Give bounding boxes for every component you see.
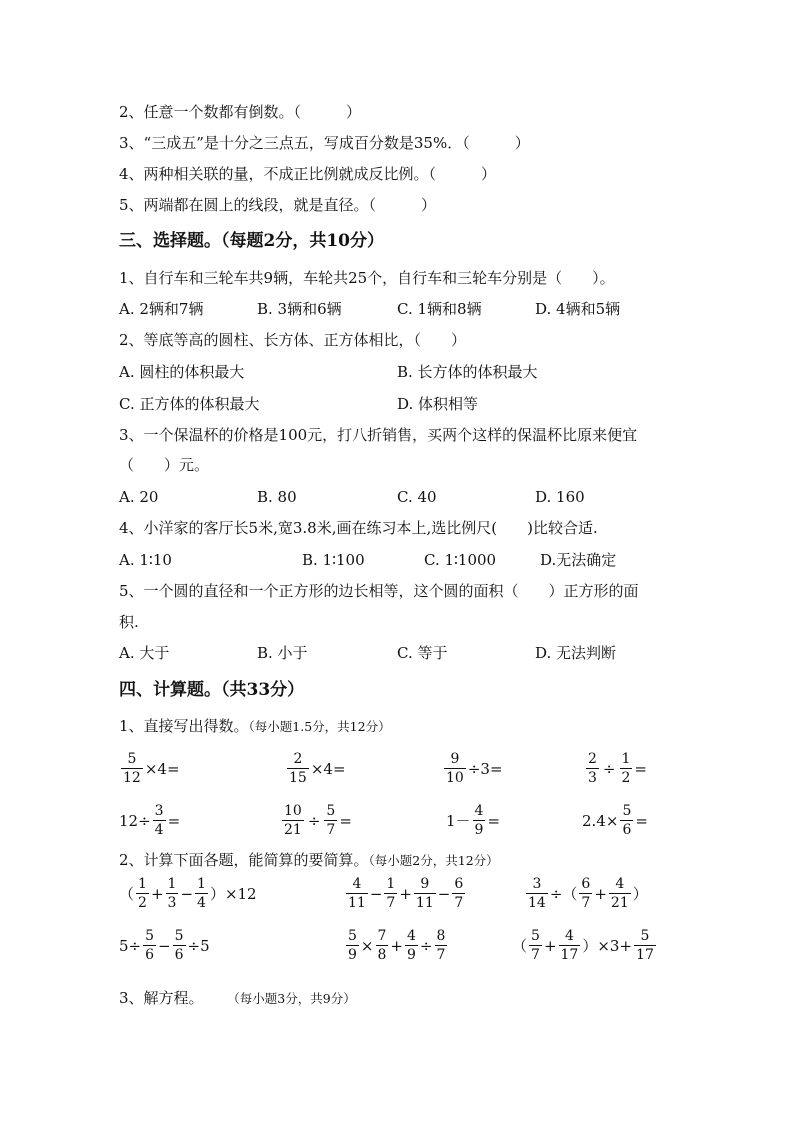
choice-q3-text-line1: 3、一个保温杯的价格是100元，打八折销售，买两个这样的保温杯比原来便宜 (119, 426, 638, 444)
judgement-q5: 5、两端都在圆上的线段，就是直径。（ ） (119, 196, 437, 214)
fraction: $\frac{3}{4}$ (154, 803, 164, 838)
choice-q1-text: 1、自行车和三轮车共9辆，车轮共25个，自行车和三轮车分别是（ ）。 (119, 269, 615, 287)
calc1-item-a: $\frac{5}{12}$ ×4= (123, 751, 180, 786)
choice-q2-option-b: B. 长方体的体积最大 (397, 363, 538, 381)
choice-q3-option-b: B. 80 (257, 488, 297, 506)
calc-part1-label (119, 716, 391, 737)
fraction: 5 7 (531, 928, 540, 963)
section-3-title: 三、选择题。（每题2分，共10分） (119, 231, 384, 251)
fraction: $\frac{5}{9}$ (348, 928, 357, 963)
choice-q2-text: 2、等底等高的圆柱、长方体、正方体相比，（ ） (119, 331, 467, 349)
calc1-item-g: 1－ $\frac{4}{9}$ = (446, 803, 501, 838)
fraction: $\frac{4}{17}$ (560, 928, 579, 963)
fraction: $\frac{1}{3}$ (167, 876, 177, 911)
calc2-item-b: 4 11 − $\frac{1}{7}$ + $\frac{9}{11}$ − $\frac{6}{7}$ (348, 876, 464, 911)
choice-q4-option-a: A. 1∶10 (119, 551, 172, 569)
choice-q1-option-d: D. 4辆和5辆 (535, 300, 621, 318)
choice-q5-option-a: A. 大于 (119, 644, 170, 662)
fraction: $\frac{6}{7}$ (454, 876, 464, 911)
fraction: $\frac{4}{21}$ (610, 876, 629, 911)
fraction: 4 11 (348, 876, 366, 911)
fraction: $\frac{5}{17}$ (636, 928, 654, 963)
fraction: 1 2 (138, 876, 147, 911)
choice-q5-option-c: C. 等于 (397, 644, 448, 662)
calc2-item-c: $\frac{3}{14}$ ÷（ 6 7 + $\frac{4}{21}$ ） (528, 876, 648, 911)
calc-part3-note: （每小题3分，共9分） (233, 991, 356, 1006)
fraction: $\frac{9}{10}$ (446, 751, 464, 786)
fraction: $\frac{5}{6}$ (145, 928, 155, 963)
judgement-q3: 3、“三成五”是十分之三点五，写成百分数是35%．（ ） (119, 134, 530, 152)
fraction: 6 7 (581, 876, 591, 911)
section-4-title: 四、计算题。（共33分） (119, 680, 305, 700)
choice-q2-option-c: C. 正方体的体积最大 (119, 395, 260, 413)
choice-q4-text: 4、小洋家的客厅长5米,宽3.8米,画在练习本上,选比例尺( )比较合适. (119, 519, 598, 537)
fraction: $\frac{1}{7}$ (386, 876, 396, 911)
calc-part3-title: 3、解方程。 (119, 989, 204, 1007)
fraction: $\frac{5}{6}$ (622, 803, 632, 838)
calc1-item-f: $\frac{10}{21}$ ÷ $\frac{5}{7}$ = (284, 803, 352, 838)
calc1-item-h: 2.4× $\frac{5}{6}$ = (582, 803, 648, 838)
choice-q5-text-line1: 5、一个圆的直径和一个正方形的边长相等，这个圆的面积（ ）正方形的面 (119, 582, 639, 600)
fraction: $\frac{2}{3}$ (588, 751, 597, 786)
choice-q3-option-d: D. 160 (535, 488, 585, 506)
calc2-item-a: （ 1 2 + $\frac{1}{3}$ − $\frac{1}{4}$ ）×12 (119, 876, 257, 911)
choice-q2-option-a: A. 圆柱的体积最大 (119, 363, 245, 381)
choice-q1-option-c: C. 1辆和8辆 (397, 300, 482, 318)
choice-q3-option-a: A. 20 (119, 488, 159, 506)
calc-part2-title: 2、计算下面各题，能简算的要简算。 (119, 851, 369, 869)
calc2-item-f: （ 5 7 + $\frac{4}{17}$ ）×3+ $\frac{5}{17}$ (512, 928, 654, 963)
choice-q3-option-c: C. 40 (397, 488, 437, 506)
fraction: $\frac{5}{12}$ (123, 751, 141, 786)
fraction: $\frac{7}{8}$ (377, 928, 387, 963)
fraction: $\frac{5}{6}$ (174, 928, 184, 963)
choice-q5-text-line2: 积. (119, 613, 139, 631)
choice-q3-text-line2: （ ）元。 (119, 456, 210, 474)
calc1-item-e: 12÷ $\frac{3}{4}$ = (119, 803, 181, 838)
choice-q1-option-b: B. 3辆和6辆 (257, 300, 342, 318)
choice-q5-option-b: B. 小于 (257, 644, 308, 662)
fraction: $\frac{2}{15}$ (289, 751, 307, 786)
calc-part1-note: （每小题1.5分，共12分） (248, 719, 391, 734)
fraction: $\frac{3}{14}$ (528, 876, 546, 911)
choice-q4-option-c: C. 1∶1000 (424, 551, 497, 569)
judgement-q2: 2、任意一个数都有倒数。（ ） (119, 103, 362, 121)
fraction: $\frac{5}{7}$ (326, 803, 336, 838)
calc1-item-d: $\frac{2}{3}$ ÷ $\frac{1}{2}$ = (588, 751, 647, 786)
calc1-item-c: $\frac{9}{10}$ ÷3= (446, 751, 503, 786)
fraction: $\frac{4}{9}$ (407, 928, 416, 963)
choice-q1-option-a: A. 2辆和7辆 (119, 300, 204, 318)
fraction: $\frac{9}{11}$ (415, 876, 434, 911)
fraction: $\frac{8}{7}$ (436, 928, 446, 963)
calc-part2-note: （每小题2分，共12分） (368, 853, 499, 868)
calc2-item-d: 5÷ $\frac{5}{6}$ − $\frac{5}{6}$ ÷5 (119, 928, 210, 963)
fraction: $\frac{1}{2}$ (621, 751, 631, 786)
judgement-q4: 4、两种相关联的量，不成正比例就成反比例。（ ） (119, 165, 497, 183)
calc-part2-label (119, 850, 499, 871)
choice-q2-option-d: D. 体积相等 (397, 395, 479, 413)
choice-q4-option-d: D.无法确定 (540, 551, 617, 569)
fraction: $\frac{10}{21}$ (284, 803, 302, 838)
calc-part3-label (119, 988, 356, 1009)
fraction: $\frac{1}{4}$ (197, 876, 206, 911)
fraction: $\frac{4}{9}$ (474, 803, 484, 838)
choice-q5-option-d: D. 无法判断 (535, 644, 617, 662)
calc2-item-e: $\frac{5}{9}$ × $\frac{7}{8}$ + $\frac{4}{9}$ ÷ $\frac{8}{7}$ (348, 928, 446, 963)
calc-part1-title: 1、直接写出得数。 (119, 717, 249, 735)
calc1-item-b: $\frac{2}{15}$ ×4= (289, 751, 346, 786)
choice-q4-option-b: B. 1∶100 (302, 551, 365, 569)
